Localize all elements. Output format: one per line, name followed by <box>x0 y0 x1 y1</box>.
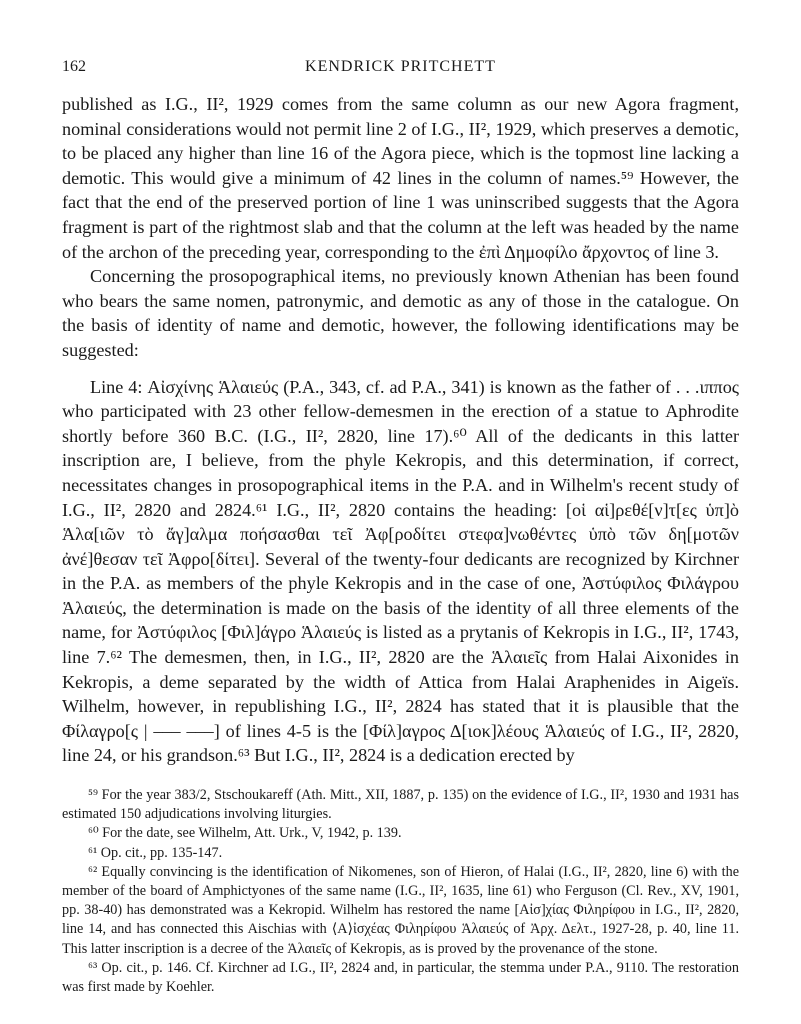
body-text <box>62 92 739 768</box>
paragraph: Concerning the prosopographical items, no previously known Athenian has been found who bears the same nomen, patronymic, and demotic as any of those in the catalogue. On the basis of identity of name and demotic, however, the following identifications may be suggested: <box>62 266 739 360</box>
page-header <box>62 58 739 80</box>
footnote-59: ⁵⁹ For the year 383/2, Stschoukareff (Ath. Mitt., XII, 1887, p. 135) on the evidence of I.G., II², 1930 and 1931 has estimated 150 adjudications involving liturgies. <box>62 787 739 823</box>
footnote-63: ⁶³ Op. cit., p. 146. Cf. Kirchner ad I.G., II², 2824 and, in particular, the stemma under P.A., 9110. The restoration was first made by Koehler. <box>62 959 739 996</box>
page <box>62 58 739 768</box>
footnotes <box>62 786 739 997</box>
footnote-60: ⁶⁰ For the date, see Wilhelm, Att. Urk., V, 1942, p. 139. <box>88 825 402 842</box>
footnote-62: ⁶² Equally convincing is the identification of Nikomenes, son of Hieron, of Halai (I.G., II², 2820, line 6) with the member of the board of Amphictyones of the same name (I.G., II², 1635, line 61) who Ferguson (Cl. Rev., XV, 1901, pp. 38-40) has demonstrated was a Kekropid. Wilhelm has restored the name [Αἰσ]χίας Φιληρίφου in I.G., II², 2820, line 14, and has connected this Aischias with ⟨Α⟩ἰσχέας Φιληρίφου Ἁλαιεύς of Ἀρχ. Δελτ., 1927-28, p. 40, line 11. This latter inscription is a decree of the Ἁλαιεῖς of Kekropis, as is proved by the provenance of the stone. <box>62 863 739 957</box>
paragraph: published as I.G., II², 1929 comes from the same column as our new Agora fragment, nominal considerations would not permit line 2 of I.G., II², 1929, which preserves a demotic, to be placed any higher than line 16 of the Agora piece, which is the topmost line lacking a demotic. This would give a minimum of 42 lines in the column of names.⁵⁹ However, the fact that the end of the preserved portion of line 1 was uninscribed suggests that the Agora fragment is part of the rightmost slab and that the column at the left was headed by the name of the archon of the preceding year, corresponding to the ἐπὶ Δημοφίλο ἄρχοντος of line 3. <box>62 94 739 262</box>
paragraph: Line 4: Αἰσχίνης Ἁλαιεύς (P.A., 343, cf. ad P.A., 341) is known as the father of . . .ιππος who participated with 23 other fellow-demesmen in the erection of a statue to Aphrodite shortly before 360 B.C. (I.G., II², 2820, line 17).⁶⁰ All of the dedicants in this latter inscription are, I believe, from the phyle Kekropis, and this determination, if correct, necessitates changes in prosopographical items in the P.A. and in Wilhelm's recent study of I.G., II², 2820 and 2824.⁶¹ I.G., II², 2820 contains the heading: [οἱ αἱ]ρεθέ[ν]τ[ες ὑπ]ὸ Ἁλα[ιῶν τὸ ἄγ]αλμα ποήσασθαι τεῖ Ἀφ[ροδίτει στεφα]νωθέντες ὑπὸ τῶν δη[μοτῶν ἀνέ]θεσαν τεῖ Ἀφρο[δίτει]. Several of the twenty-four dedicants are recognized by Kirchner in the P.A. as members of the phyle Kekropis and in the case of one, Ἀστύφιλος Φιλάγρου Ἁλαιεύς, the determination is made on the basis of the identity of all three elements of the name, for Ἀστύφιλος [Φιλ]άγρο Ἁλαιεύς is listed as a prytanis of Kekropis in I.G., II², 1743, line 7.⁶² The demesmen, then, in I.G., II², 2820 are the Ἁλαιεῖς from Halai Aixonides in Kekropis, a deme separated by the width of Attica from Halai Araphenides in Aigeïs. Wilhelm, however, in republishing I.G., II², 2824 has stated that it is plausible that the Φίλαγρο[ς | ––– –––] of lines 4-5 is the [Φίλ]αγρος Δ[ιοκ]λέους Ἁλαιεύς of I.G., II², 2820, line 24, or his grandson.⁶³ But I.G., II², 2824 is a dedication erected by <box>62 376 739 766</box>
running-head: KENDRICK PRITCHETT <box>305 58 496 75</box>
footnote-61: ⁶¹ Op. cit., pp. 135-147. <box>88 844 223 861</box>
page-number: 162 <box>62 58 86 75</box>
